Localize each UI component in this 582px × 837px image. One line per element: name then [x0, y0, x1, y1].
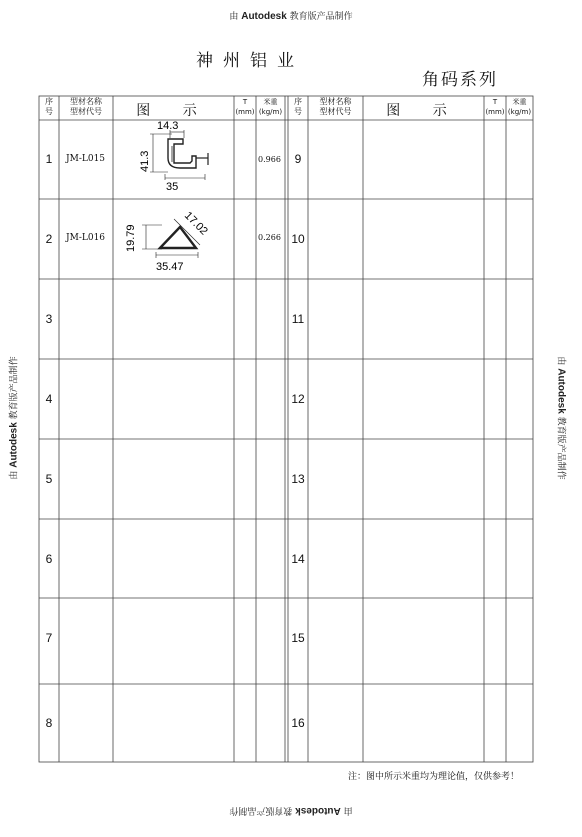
header-weight-line1: 米重 [512, 98, 527, 106]
header-name-line2: 型材代号 [319, 107, 352, 116]
row-number: 13 [291, 472, 305, 486]
row-number: 2 [45, 232, 53, 246]
header-t [234, 97, 256, 117]
footnote: 注：图中所示米重均为理论值，仅供参考！ [348, 772, 520, 782]
header-t-line2: (mm) [485, 108, 505, 116]
row-number: 16 [291, 716, 305, 730]
profile-drawing-l016 [122, 203, 232, 278]
header-name-line2: 型材代号 [70, 107, 102, 116]
watermark-brand: Autodesk [295, 805, 341, 816]
header-weight-line1: 米重 [263, 98, 278, 106]
profile-drawing-l015 [120, 118, 230, 196]
header-weight-line2: (kg/m) [258, 108, 283, 116]
header-seq [39, 97, 59, 117]
watermark-brand: Autodesk [241, 11, 287, 22]
watermark-prefix: 由 [555, 356, 566, 366]
header-seq-line2: 号 [294, 107, 302, 116]
row-number: 10 [291, 232, 305, 246]
row-number: 15 [291, 631, 305, 645]
dim-left: 41.3 [139, 150, 151, 172]
header-name-line1: 型材名称 [70, 97, 102, 106]
profile-weight: 0.266 [258, 233, 281, 242]
watermark-suffix: 教育版产品制作 [229, 805, 293, 815]
profile-code: JM-L015 [66, 154, 106, 164]
header-name [59, 97, 113, 117]
header-weight [506, 97, 533, 117]
row-number: 4 [45, 392, 53, 406]
row-number: 9 [294, 152, 302, 166]
header-t-line2: (mm) [235, 108, 255, 116]
header-weight [256, 97, 285, 117]
header-t-line1: T [492, 98, 498, 106]
header-seq-line1: 序 [294, 97, 302, 106]
header-weight-line2: (kg/m) [507, 108, 532, 116]
dim-right: 17.02 [181, 209, 210, 238]
row-number: 14 [291, 552, 305, 566]
profile-weight: 0.966 [258, 155, 281, 164]
profile-code: JM-L016 [66, 233, 106, 243]
header-name-line1: 型材名称 [319, 97, 352, 106]
row-number: 5 [45, 472, 53, 486]
dim-bottom: 35 [166, 181, 179, 193]
watermark-suffix: 教育版产品制作 [555, 416, 566, 480]
watermark-suffix: 教育版产品制作 [9, 356, 20, 420]
row-number: 3 [45, 312, 53, 326]
row-number: 8 [45, 716, 53, 730]
watermark-prefix: 由 [229, 12, 239, 22]
watermark-prefix: 由 [9, 470, 20, 480]
watermark-suffix: 教育版产品制作 [289, 12, 353, 22]
row-number: 11 [291, 312, 305, 326]
row-number: 6 [45, 552, 53, 566]
row-number: 12 [291, 392, 305, 406]
dim-left: 19.79 [125, 224, 137, 252]
row-number: 1 [45, 152, 53, 166]
header-seq-line1: 序 [45, 97, 53, 106]
header-figure: 图 示 [386, 103, 461, 119]
header-t-line1: T [242, 98, 248, 106]
watermark-brand: Autodesk [555, 368, 567, 414]
header-figure: 图 示 [136, 103, 211, 119]
company-title: 神州铝业 [196, 51, 304, 71]
watermark-brand: Autodesk [8, 422, 20, 468]
header-t [484, 97, 506, 117]
row-number: 7 [45, 631, 53, 645]
watermark-prefix: 由 [343, 805, 353, 815]
series-title: 角码系列 [422, 70, 498, 90]
dim-bottom: 35.47 [156, 261, 184, 273]
dim-top: 14.3 [157, 120, 179, 132]
header-name [308, 97, 363, 117]
header-seq [288, 97, 308, 117]
header-seq-line2: 号 [45, 107, 53, 116]
